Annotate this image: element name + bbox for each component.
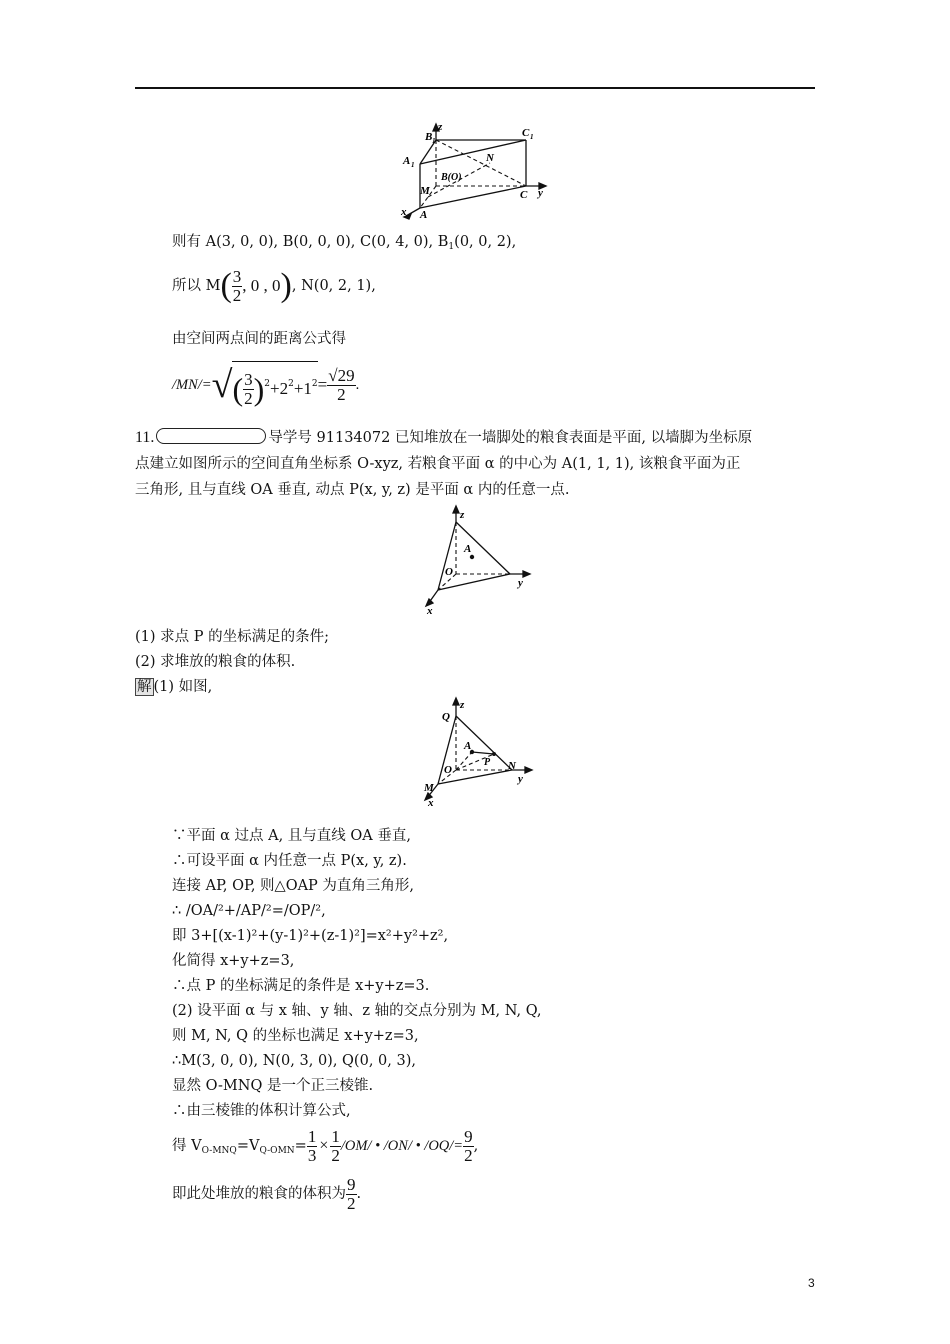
fig3-label-Q: Q <box>442 711 450 723</box>
fig3-label-N: N <box>508 760 516 772</box>
problem-11-line-1: 11. 导学号 91134072 已知堆放在一墙脚处的粮食表面是平面, 以墙脚为坐标原 <box>135 429 753 446</box>
fig2-label-z: z <box>460 509 465 521</box>
problem-11-line-3: 三角形, 且与直线 OA 垂直, 动点 P(x, y, z) 是平面 α 内的任意一点. <box>135 482 570 498</box>
fig2-label-y: y <box>518 577 523 589</box>
fig1-label-C1-sub: 1 <box>530 133 534 141</box>
fig1-label-M: M <box>420 185 430 197</box>
solution-line-4: ∴ /OA/²+/AP/²=/OP/², <box>172 903 326 919</box>
problem-11-line-2: 点建立如图所示的空间直角坐标系 O-xyz, 若粮食平面 α 的中心为 A(1, 1, 1), 该粮食平面为正 <box>135 456 741 472</box>
solution-line-12: ∴由三棱锥的体积计算公式, <box>172 1103 351 1119</box>
fig1-label-A: A <box>420 209 428 221</box>
figure-prism <box>398 118 558 226</box>
distance-result: /MN/=√( $\frac{3}{2}$ )$^2+2^2+1^2=$ $\frac{√29}{2}$ . <box>172 359 359 411</box>
page-number: 3 <box>808 1276 815 1290</box>
fig1-label-y: y <box>538 187 543 199</box>
fig3-label-P: P <box>484 757 491 768</box>
fig3-label-O: O <box>444 764 452 776</box>
fig3-label-x: x <box>428 797 434 808</box>
fraction-3-2: $\frac{3}{2}$ <box>232 266 242 305</box>
fig2-label-A: A <box>464 543 472 555</box>
solution-line-10: ∴M(3, 0, 0), N(0, 3, 0), Q(0, 0, 3), <box>172 1053 416 1069</box>
fig1-label-B1-sub: 1 <box>432 137 436 145</box>
fig1-label-BO: B(O) <box>441 172 462 183</box>
fig2-label-O: O <box>445 566 453 578</box>
solution-line-1: ∵平面 α 过点 A, 且与直线 OA 垂直, <box>172 828 411 844</box>
fig2-label-x: x <box>427 605 433 614</box>
fig1-label-A1-sub: 1 <box>411 161 415 169</box>
fig1-label-B1: B <box>425 131 433 143</box>
figure-plane-intersections <box>412 696 542 808</box>
fig3-label-z: z <box>460 699 465 711</box>
fig3-label-y: y <box>518 773 523 785</box>
fraction-1-3: $\frac{1}{3}$ <box>307 1126 317 1165</box>
fig3-label-M: M <box>424 782 434 794</box>
fraction-9-2: $\frac{9}{2}$ <box>464 1126 473 1165</box>
solution-line-11: 显然 O-MNQ 是一个正三棱锥. <box>172 1078 374 1094</box>
volume-formula: 得 $V_{O-MNQ}=V_{Q-OMN}=$ $\frac{1}{3}$ × $\frac{1}{2}$ /OM/ • /ON/ • /OQ/= $\frac{9}{2}$ , <box>172 1126 479 1165</box>
solution-badge: 解 <box>137 679 152 695</box>
fig1-label-C: C <box>520 189 528 201</box>
question-2: (2) 求堆放的粮食的体积. <box>135 654 296 670</box>
fraction-sqrt29-2: $\frac{√29}{2}$ <box>328 365 355 404</box>
fig3-label-A: A <box>464 740 472 752</box>
fig1-label-x: x <box>401 206 407 218</box>
solution-line-2: ∴可设平面 α 内任意一点 P(x, y, z). <box>172 853 407 869</box>
fraction-3-2b: $\frac{3}{2}$ <box>244 369 253 408</box>
fig1-label-C1: C <box>522 127 530 139</box>
solution-line-9: 则 M, N, Q 的坐标也满足 x+y+z=3, <box>172 1028 419 1044</box>
solution-start: 解 (1) 如图, <box>137 679 213 695</box>
solution-line-6: 化简得 x+y+z=3, <box>172 953 295 969</box>
fraction-1-2: $\frac{1}{2}$ <box>331 1126 340 1165</box>
solution-line-5: 即 3+[(x-1)²+(y-1)²+(z-1)²]=x²+y²+z², <box>172 928 449 944</box>
fig1-label-z: z <box>438 121 443 133</box>
figure-grain-plane <box>418 504 538 614</box>
question-1: (1) 求点 P 的坐标满足的条件; <box>135 629 330 645</box>
solution-line-8: (2) 设平面 α 与 x 轴、y 轴、z 轴的交点分别为 M, N, Q, <box>172 1003 542 1019</box>
fig1-label-N: N <box>486 152 494 164</box>
header-rule <box>135 87 815 89</box>
distance-formula-text: 由空间两点间的距离公式得 <box>172 331 346 347</box>
answer-link-box[interactable] <box>156 428 266 444</box>
fig1-label-A1: A <box>403 155 411 167</box>
solution-line-3: 连接 AP, OP, 则△OAP 为直角三角形, <box>172 878 415 894</box>
solution-line-7: ∴点 P 的坐标满足的条件是 x+y+z=3. <box>172 978 430 994</box>
conclusion: 即此处堆放的粮食的体积为 $\frac{9}{2}$ . <box>172 1174 362 1213</box>
coord-line-2: 所以 M( $\frac{3}{2}$ , 0 , 0), N(0, 2, 1), <box>172 266 376 305</box>
coord-line-1: 则有 A(3, 0, 0), B(0, 0, 0), C(0, 4, 0), $B_1(0$, 0, 2), <box>172 234 517 252</box>
fraction-9-2b: $\frac{9}{2}$ <box>347 1174 356 1213</box>
